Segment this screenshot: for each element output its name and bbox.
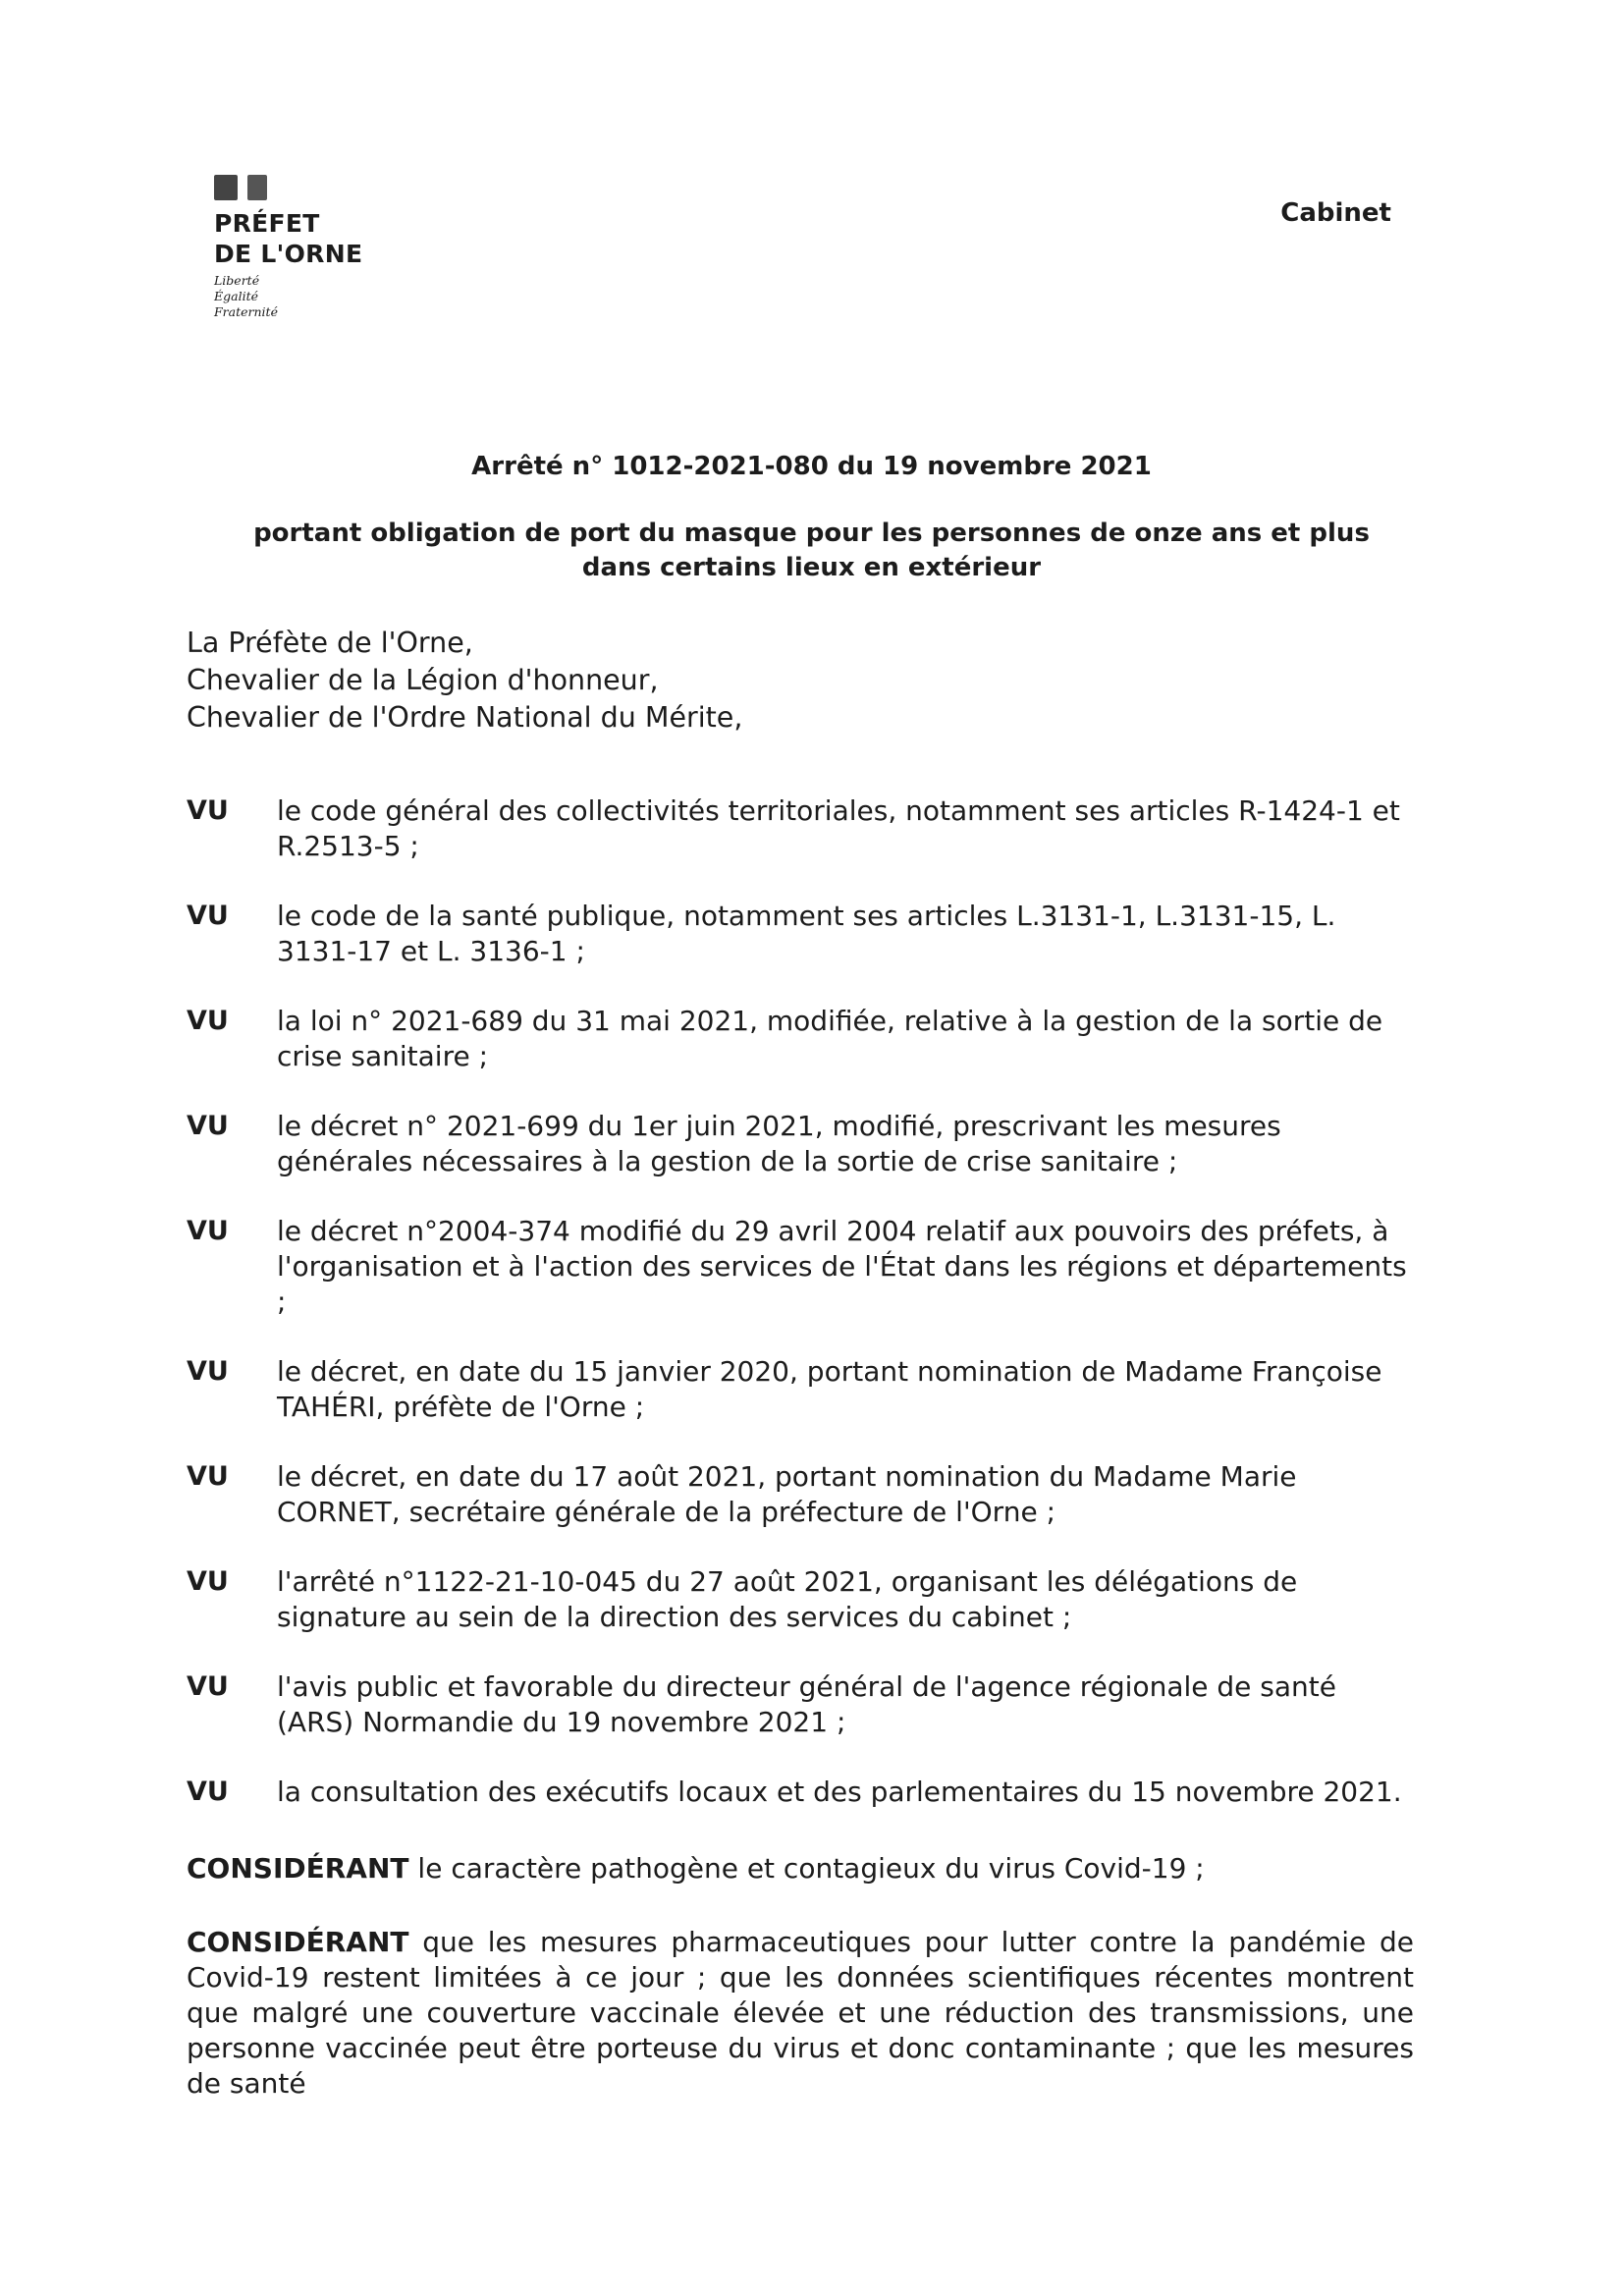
visa-item xyxy=(187,1004,1414,1074)
logo-line-1: PRÉFET xyxy=(214,209,320,238)
logo-mark-left xyxy=(214,175,238,200)
visa-text: le code général des collectivités territoriales, notamment ses articles R-1424-1 et R.2513-5 ; xyxy=(277,794,1400,862)
visa-text: le code de la santé publique, notamment ses articles L.3131-1, L.3131-15, L. 3131-17 et L. 3136-1 ; xyxy=(277,900,1336,967)
visa-label: VU xyxy=(187,1777,229,1807)
logo-mark-right xyxy=(247,175,267,200)
visa-text: l'avis public et favorable du directeur général de l'agence régionale de santé (ARS) Normandie du 19 novembre 2021 ; xyxy=(277,1670,1336,1738)
visa-item xyxy=(187,793,1414,864)
visa-label: VU xyxy=(187,1216,229,1246)
visa-item xyxy=(187,1354,1414,1425)
signing-authority xyxy=(187,625,742,737)
visa-label: VU xyxy=(187,1461,229,1492)
visa-text: le décret, en date du 17 août 2021, portant nomination du Madame Marie CORNET, secrétaire générale de la préfecture de l'Orne ; xyxy=(277,1460,1297,1528)
visa-text: le décret, en date du 15 janvier 2020, portant nomination de Madame Françoise TAHÉRI, préfète de l'Orne ; xyxy=(277,1355,1382,1423)
visa-text: le décret n° 2021-699 du 1er juin 2021, modifié, prescrivant les mesures générales nécessaires à la gestion de la sortie de crise sanitaire ; xyxy=(277,1110,1281,1177)
visa-item xyxy=(187,899,1414,969)
marianne-logo-mark xyxy=(214,175,410,200)
logo-line-2: DE L'ORNE xyxy=(214,240,363,268)
considerant-paragraph xyxy=(187,1851,1414,1886)
visa-label: VU xyxy=(187,901,229,931)
considerant-label: CONSIDÉRANT xyxy=(187,1926,409,1958)
visa-text: le décret n°2004-374 modifié du 29 avril 2004 relatif aux pouvoirs des préfets, à l'organisation et à l'action des services de l'État dans les régions et départements ; xyxy=(277,1215,1407,1318)
subtitle-line-1: portant obligation de port du masque pour les personnes de onze ans et plus xyxy=(253,519,1370,548)
visa-label: VU xyxy=(187,1671,229,1702)
visa-text: l'arrêté n°1122-21-10-045 du 27 août 2021, organisant les délégations de signature au sein de la direction des services du cabinet ; xyxy=(277,1565,1298,1633)
visa-label: VU xyxy=(187,1006,229,1036)
visa-text: la consultation des exécutifs locaux et des parlementaires du 15 novembre 2021. xyxy=(277,1776,1402,1808)
visa-label: VU xyxy=(187,795,229,826)
republic-motto xyxy=(214,273,410,320)
authority-line-2: Chevalier de la Légion d'honneur, xyxy=(187,664,659,696)
considerant-text: le caractère pathogène et contagieux du virus Covid-19 ; xyxy=(408,1852,1205,1885)
visa-item xyxy=(187,1564,1414,1635)
authority-line-1: La Préfète de l'Orne, xyxy=(187,627,473,659)
considerant-text: que les mesures pharmaceutiques pour lutter contre la pandémie de Covid-19 restent limitées à ce jour ; que les données scientifiques récentes montrent que malgré une couverture vaccinale élevée et une réduction des transmissions, une personne vaccinée peut être porteuse du virus et donc contaminante ; que les mesures de santé xyxy=(187,1926,1414,2100)
considerant-paragraph xyxy=(187,1925,1414,2102)
motto-egalite: Égalité xyxy=(214,289,258,303)
authority-line-3: Chevalier de l'Ordre National du Mérite, xyxy=(187,701,743,734)
visa-label: VU xyxy=(187,1356,229,1387)
decree-title: Arrêté n° 1012-2021-080 du 19 novembre 2021 xyxy=(471,452,1152,481)
visa-item xyxy=(187,1459,1414,1530)
visa-list xyxy=(187,793,1414,1844)
decree-subtitle xyxy=(196,517,1427,585)
visa-item xyxy=(187,1775,1414,1810)
visa-item xyxy=(187,1214,1414,1320)
visa-label: VU xyxy=(187,1566,229,1597)
visa-item xyxy=(187,1109,1414,1179)
subtitle-line-2: dans certains lieux en extérieur xyxy=(581,553,1042,582)
visa-item xyxy=(187,1669,1414,1740)
considerant-label: CONSIDÉRANT xyxy=(187,1852,409,1885)
visa-text: la loi n° 2021-689 du 31 mai 2021, modifiée, relative à la gestion de la sortie de crise sanitaire ; xyxy=(277,1005,1383,1072)
visa-label: VU xyxy=(187,1111,229,1141)
motto-liberte: Liberté xyxy=(214,273,260,288)
prefecture-logo xyxy=(214,175,410,320)
motto-fraternite: Fraternité xyxy=(214,304,278,319)
service-label: Cabinet xyxy=(1280,198,1391,228)
